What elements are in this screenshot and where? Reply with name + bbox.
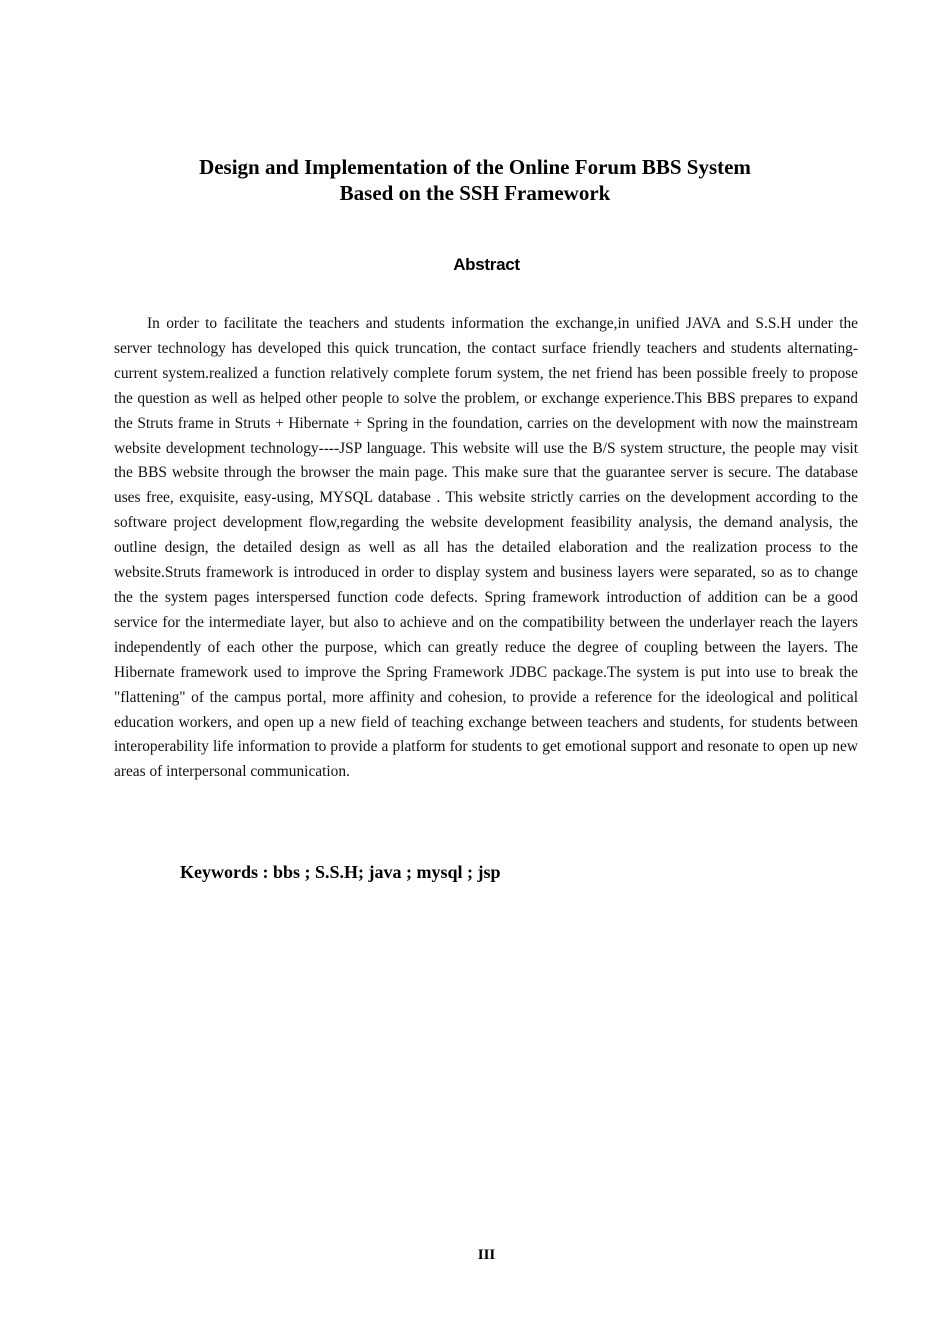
title-line-2: Based on the SSH Framework xyxy=(339,181,611,205)
keywords-line: Keywords : bbs ; S.S.H; java ; mysql ; jsp xyxy=(180,862,501,882)
document-title xyxy=(0,154,950,206)
page-number: III xyxy=(477,1247,496,1263)
title-line-1: Design and Implementation of the Online Forum BBS System xyxy=(199,155,751,179)
abstract-paragraph: In order to facilitate the teachers and students information the exchange,in unified JAVA and S.S.H under the server technology has developed this quick truncation, the contact surface friendly teachers and students alternating-current system.realized a function relatively complete forum system, the net friend has been possible freely to propose the question as well as helped other people to solve the problem, or exchange experience.This BBS prepares to expand the Struts frame in Struts + Hibernate + Spring in the foundation, carries on the development with now the mainstream website development technology----JSP language. This website will use the B/S system structure, the people may visit the BBS website through the browser the main page. This make sure that the guarantee server is secure. The database uses free, exquisite, easy-using, MYSQL database . This website strictly carries on the development according to the software project development flow,regarding the website development feasibility analysis, the demand analysis, the outline design, the detailed design as well as all has the detailed elaboration and the realization process to the website.Struts framework is introduced in order to display system and business layers were separated, so as to change the the system pages interspersed function code defects. Spring framework introduction of addition can be a good service for the intermediate layer, but also to achieve and on the compatibility between the underlayer reach the layers independently of each other the purpose, which can greatly reduce the degree of coupling between the layers. The Hibernate framework used to improve the Spring Framework JDBC package.The system is put into use to break the "flattening" of the campus portal, more affinity and cohesion, to provide a reference for the ideological and political education workers, and open up a new field of teaching exchange between teachers and students, for students between interoperability life information to provide a platform for students to get emotional support and resonate to open up new areas of interpersonal communication. xyxy=(114,315,858,781)
abstract-heading: Abstract xyxy=(453,255,520,274)
